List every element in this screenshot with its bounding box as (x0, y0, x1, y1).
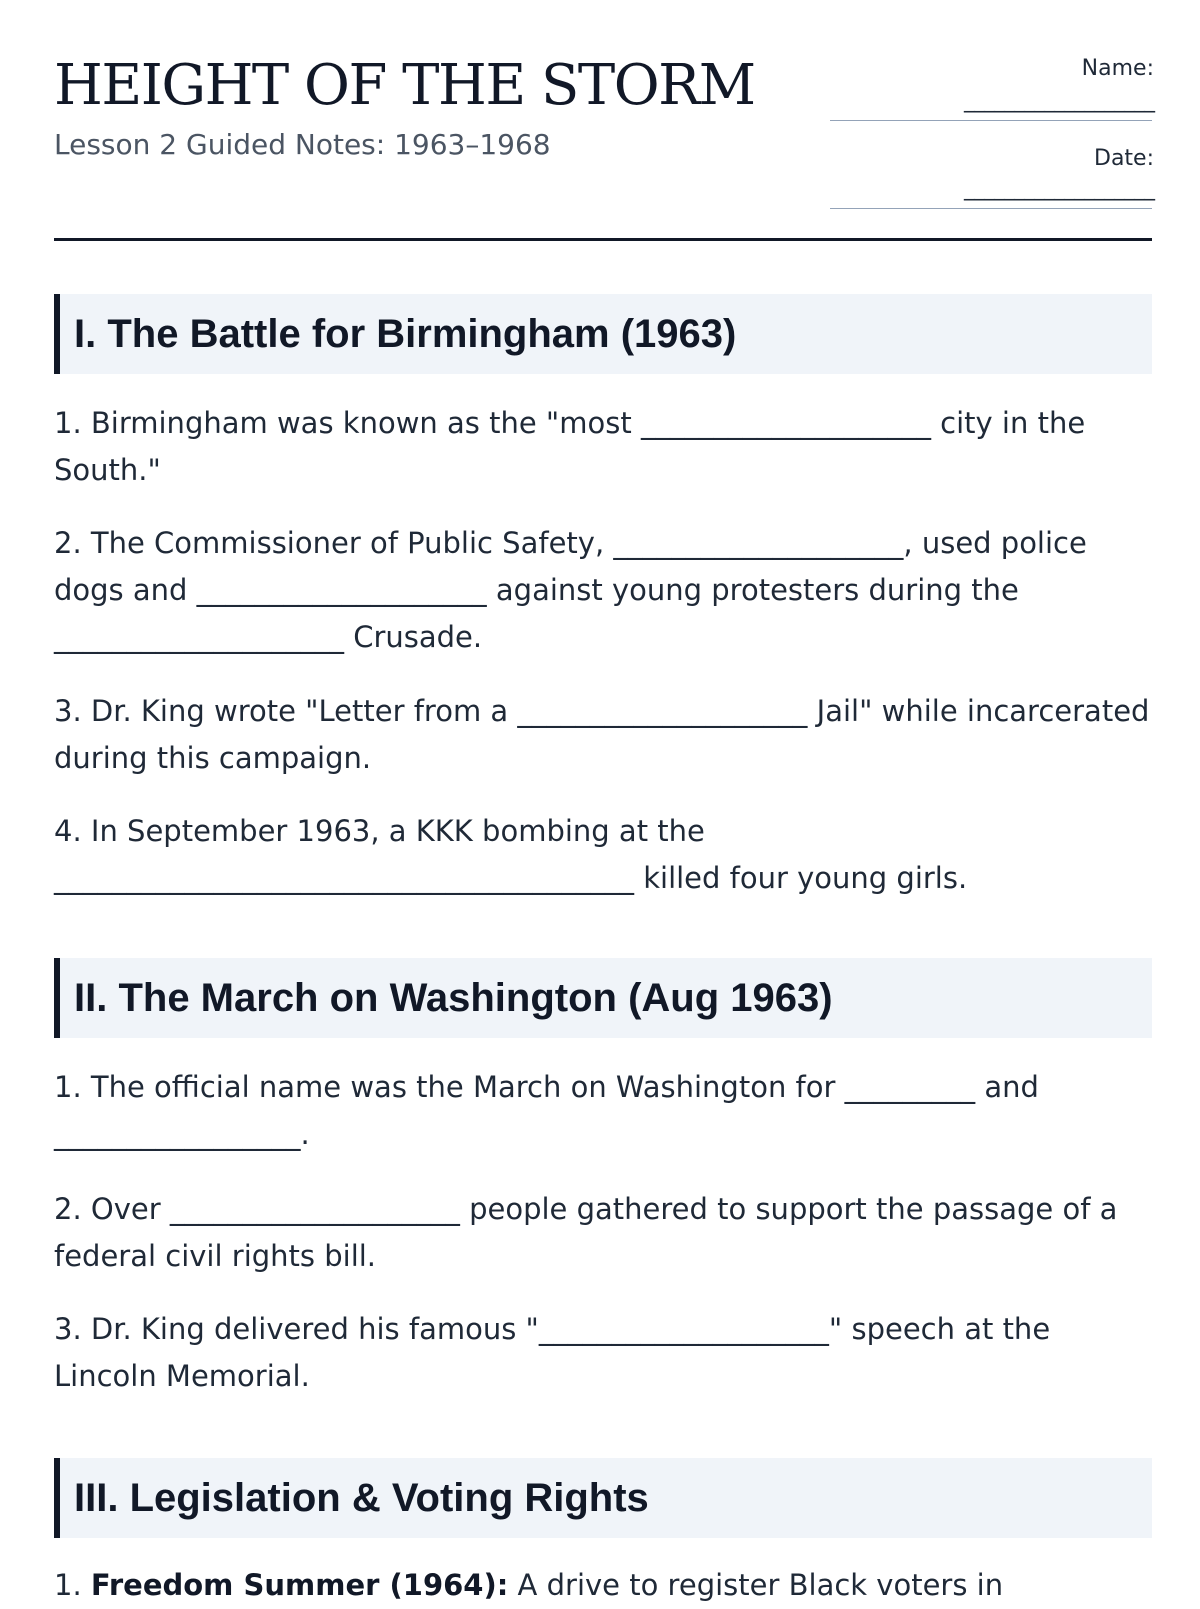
question-1-2: 2. The Commissioner of Public Safety, ____________________, used police dogs and ____________________ against young protesters during the ____________________ Crusade. (54, 526, 1087, 654)
answer-blank[interactable]: ____________________ (538, 1312, 829, 1346)
answer-blank[interactable]: ____________________ (613, 526, 904, 560)
answer-blank[interactable]: ____________________ (196, 573, 487, 607)
answer-blank[interactable]: ________________________________________ (54, 861, 634, 895)
page-title: HEIGHT OF THE STORM (54, 53, 755, 118)
question-1-3: 3. Dr. King wrote "Letter from a ____________________ Jail" while incarcerated during this campaign. (54, 694, 1150, 775)
date-label: Date: (1094, 146, 1154, 171)
header-divider (54, 238, 1152, 241)
name-blank[interactable]: ___________________ (964, 88, 1154, 113)
question-3-1: 1. Freedom Summer (1964): A drive to register Black voters in (54, 1568, 1004, 1602)
question-1-1: 1. Birmingham was known as the "most ____________________ city in the South." (54, 406, 1086, 487)
name-label: Name: (1081, 56, 1154, 81)
section-heading-2: II. The March on Washington (Aug 1963) (54, 958, 1152, 1038)
answer-blank[interactable]: ____________________ (640, 406, 931, 440)
section-heading-1: I. The Battle for Birmingham (1963) (54, 294, 1152, 374)
answer-blank[interactable]: ____________________ (54, 620, 344, 654)
question-1-4: 4. In September 1963, a KKK bombing at the ________________________________________ killed four young girls. (54, 814, 968, 895)
question-2-3: 3. Dr. King delivered his famous "____________________" speech at the Lincoln Memorial. (54, 1312, 1051, 1393)
answer-blank[interactable]: _________________ (54, 1117, 301, 1151)
answer-blank[interactable]: ____________________ (169, 1192, 460, 1226)
term-heading: Freedom Summer (1964): (90, 1568, 509, 1602)
date-blank[interactable]: ___________________ (964, 176, 1154, 201)
date-field-line (830, 208, 1152, 209)
question-2-1: 1. The official name was the March on Washington for _________ and _________________. (54, 1070, 1039, 1151)
answer-blank[interactable]: ____________________ (517, 694, 808, 728)
question-2-2: 2. Over ____________________ people gathered to support the passage of a federal civil rights bill. (54, 1192, 1118, 1273)
section-heading-3: III. Legislation & Voting Rights (54, 1458, 1152, 1538)
name-field-line (830, 120, 1152, 121)
page-subtitle: Lesson 2 Guided Notes: 1963–1968 (54, 128, 551, 161)
answer-blank[interactable]: _________ (844, 1070, 976, 1104)
